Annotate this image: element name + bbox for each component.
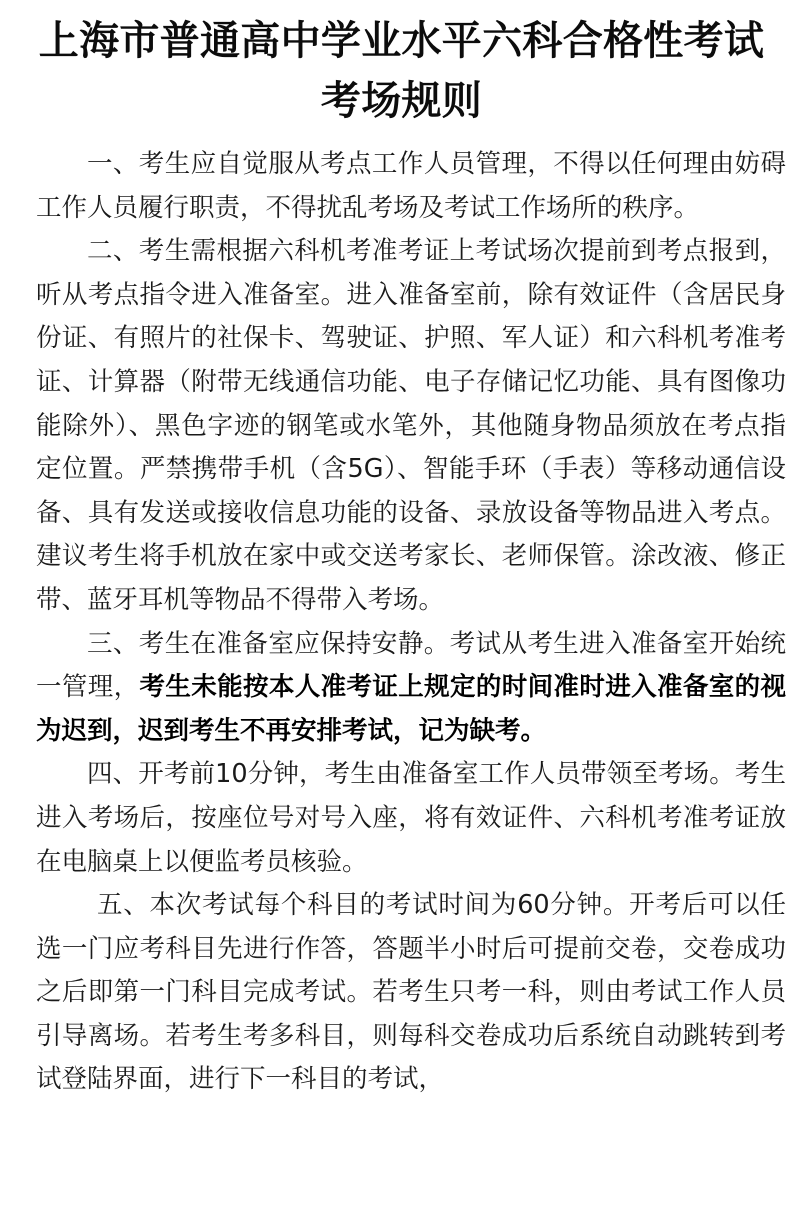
rule-paragraph-2: 二、考生需根据六科机考准考证上考试场次提前到考点报到，听从考点指令进入准备室。进入准备室前，除有效证件（含居民身份证、有照片的社保卡、驾驶证、护照、军人证）和六科机考准考证、计算器（附带无线通信功能、电子存储记忆功能、具有图像功能除外）、黑色字迹的钢笔或水笔外，其他随身物品须放在考点指定位置。严禁携带手机（含5G）、智能手环（手表）等移动通信设备、具有发送或接收信息功能的设备、录放设备等物品进入考点。建议考生将手机放在家中或交送考家长、老师保管。涂改液、修正带、蓝牙耳机等物品不得带入考场。	[36, 236, 786, 615]
document-subtitle: 考场规则	[320, 77, 483, 124]
rule-paragraph-1: 一、考生应自觉服从考点工作人员管理，不得以任何理由妨碍工作人员履行职责，不得扰乱考场及考试工作场所的秩序。	[36, 149, 786, 223]
rule-paragraph-5: 五、本次考试每个科目的考试时间为60分钟。开考后可以任选一门应考科目先进行作答，答题半小时后可提前交卷，交卷成功之后即第一门科目完成考试。若考生只考一科，则由考试工作人员引导离场。若考生考多科目，则每科交卷成功后系统自动跳转到考试登陆界面，进行下一科目的考试，	[36, 890, 786, 1095]
rule-paragraph-3-emphasis: 考生未能按本人准考证上规定的时间准时进入准备室的视为迟到，迟到考生不再安排考试，记为缺考。	[36, 672, 786, 746]
rule-paragraph-4: 四、开考前10分钟，考生由准备室工作人员带领至考场。考生进入考场后，按座位号对号入座，将有效证件、六科机考准考证放在电脑桌上以便监考员核验。	[36, 759, 786, 877]
document-body	[36, 143, 786, 1102]
rule-paragraph-3-normal: 三、考生在准备室应保持安静。考试从考生进入准备室开始统一管理，	[36, 628, 786, 703]
rule-paragraph-3	[36, 623, 786, 754]
document-title: 上海市普通高中学业水平六科合格性考试	[38, 17, 765, 64]
